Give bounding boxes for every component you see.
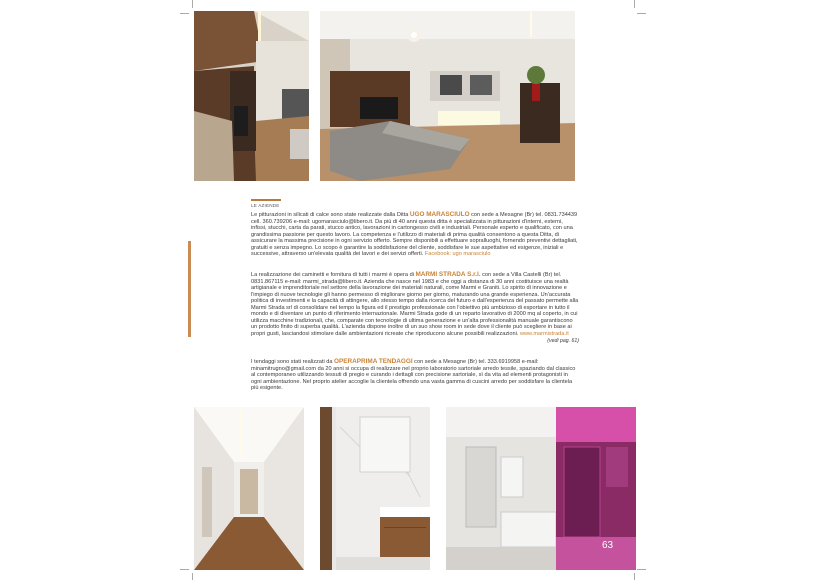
paragraph-text: con sede a Mesagne (Br) tel. 333.6919958 e-mail: minamitrugno@gmail.com da 20 anni si occupa di realizzare nel proprio laboratorio sartoriale arredo tessile, spaziando dal classico al contemporaneo utilizzando tessuti di pregio e curando i dettagli con precisione sartoriale, sì da vita ad elementi protagonisti in ogni ambientazione. Nel proprio atelier accoglie la clientela offrendo una vasta gamma di cuscini arredo per soddisfare la clientela più esigente. xyxy=(251,359,576,392)
crop-mark xyxy=(637,569,646,570)
crop-mark xyxy=(192,0,193,8)
paragraph-marmi-strada xyxy=(251,272,579,345)
website-link[interactable]: www.marmistrada.it xyxy=(519,330,569,337)
section-label: LE AZIENDE xyxy=(251,203,280,208)
section-label-rule xyxy=(251,199,281,201)
paragraph-text: con sede a Villa Castelli (Br) tel. 0831.867115 e-mail: marmi_strada@libero.it. Azienda che nasce nel 1983 e che oggi a distanza di 30 anni costituisce una realtà artigianale e imprenditoriale nel settore della lavorazione dei materiali naturali, come Marmi e Graniti. Lo spirito di innovazione e l'impiego di nuove tecnologie gli hanno permesso di migliorare giorno per giorno, maturando una grande esperienza. Un'accurata politica di investimenti e la capacità di attingere, allo stesso tempo dalla ricerca del futuro e dall'esperienza del passato permette alla Marmi Strada srl di consolidare nel tempo la figura ed il prestigio professionale con l'obiettivo più ambizioso di esportare in tutto il mondo e di diventare un punto di riferimento internazionale. Marmi Strada gode di un reparto lavorativo di 2000 mq al coperto, in cui utilizza macchine tradizionali, che, comparate con tecnologie di ultima generazione e un'alta professionalità manuale garantiscono un prodotto finito di superba qualità. L'azienda dispone inoltre di un suo show room in sede dove il cliente può scegliere in base ai propri gusti, lasciandosi stimolare dalle ambientazioni ricreate che riproducono alcune possibili realizzazioni. xyxy=(251,272,579,337)
crop-mark xyxy=(634,573,635,580)
crop-mark xyxy=(192,573,193,580)
paragraph-text: Le pitturazioni in silicati di calce sono state realizzate dalla Ditta xyxy=(251,212,410,218)
crop-mark xyxy=(634,0,635,8)
crop-mark xyxy=(180,569,189,570)
photo-living-room-sofa xyxy=(320,11,575,181)
paragraph-operaprima xyxy=(251,359,579,392)
crop-mark xyxy=(180,13,189,14)
company-name: OPERAPRIMA TENDAGGI xyxy=(334,358,413,365)
paragraph-text: La realizzazione dei caminetti e fornitura di tutti i marmi è opera di xyxy=(251,272,416,278)
photo-living-room-corner xyxy=(194,11,309,181)
page-number: 63 xyxy=(602,540,614,551)
paragraph-text: con sede a Mesagne (Br) tel. 0831.734439 cell. 360.739206 e-mail: ugomarasciulo@libero.it. Da più di 40 anni questa ditta è specializzata in pitturazioni d'interni, esterni, infissi, stucchi, carta da parati, stucco antico, lavorazioni in cartongesso civili e industriali. Personale esperto e qualificato, con una grandissima passione per questo lavoro. La competenza e l'utilizzo di materiali di prima qualità consentono a questa Ditta, di assicurare la massima precisione in ogni servizio offerto. Sempre disponibili a effettuare sopralluoghi, fornendo preventivi dettagliati, gratuiti e senza impegno. Lo scopo è garantire la soddisfazione del cliente, soddisfare le sue aspettative ed esigenze, iniziali e successive, attraverso un'elevata qualità dei lavori e dei servizi offerti. xyxy=(251,212,578,258)
photo-hallway xyxy=(194,407,304,570)
photo-bathroom-vanity xyxy=(320,407,430,570)
paragraph-marasciulo xyxy=(251,212,579,258)
company-name: UGO MARASCIULO xyxy=(409,211,470,218)
facebook-link[interactable]: Facebook: ugo marasciulo xyxy=(424,251,491,258)
company-name: MARMI STRADA S.r.l. xyxy=(415,271,481,278)
accent-bar xyxy=(188,241,191,337)
crop-mark xyxy=(637,13,646,14)
page-reference: (vedi pag. 61) xyxy=(547,338,579,345)
paragraph-text: I tendaggi sono stati realizzati da xyxy=(251,359,335,365)
